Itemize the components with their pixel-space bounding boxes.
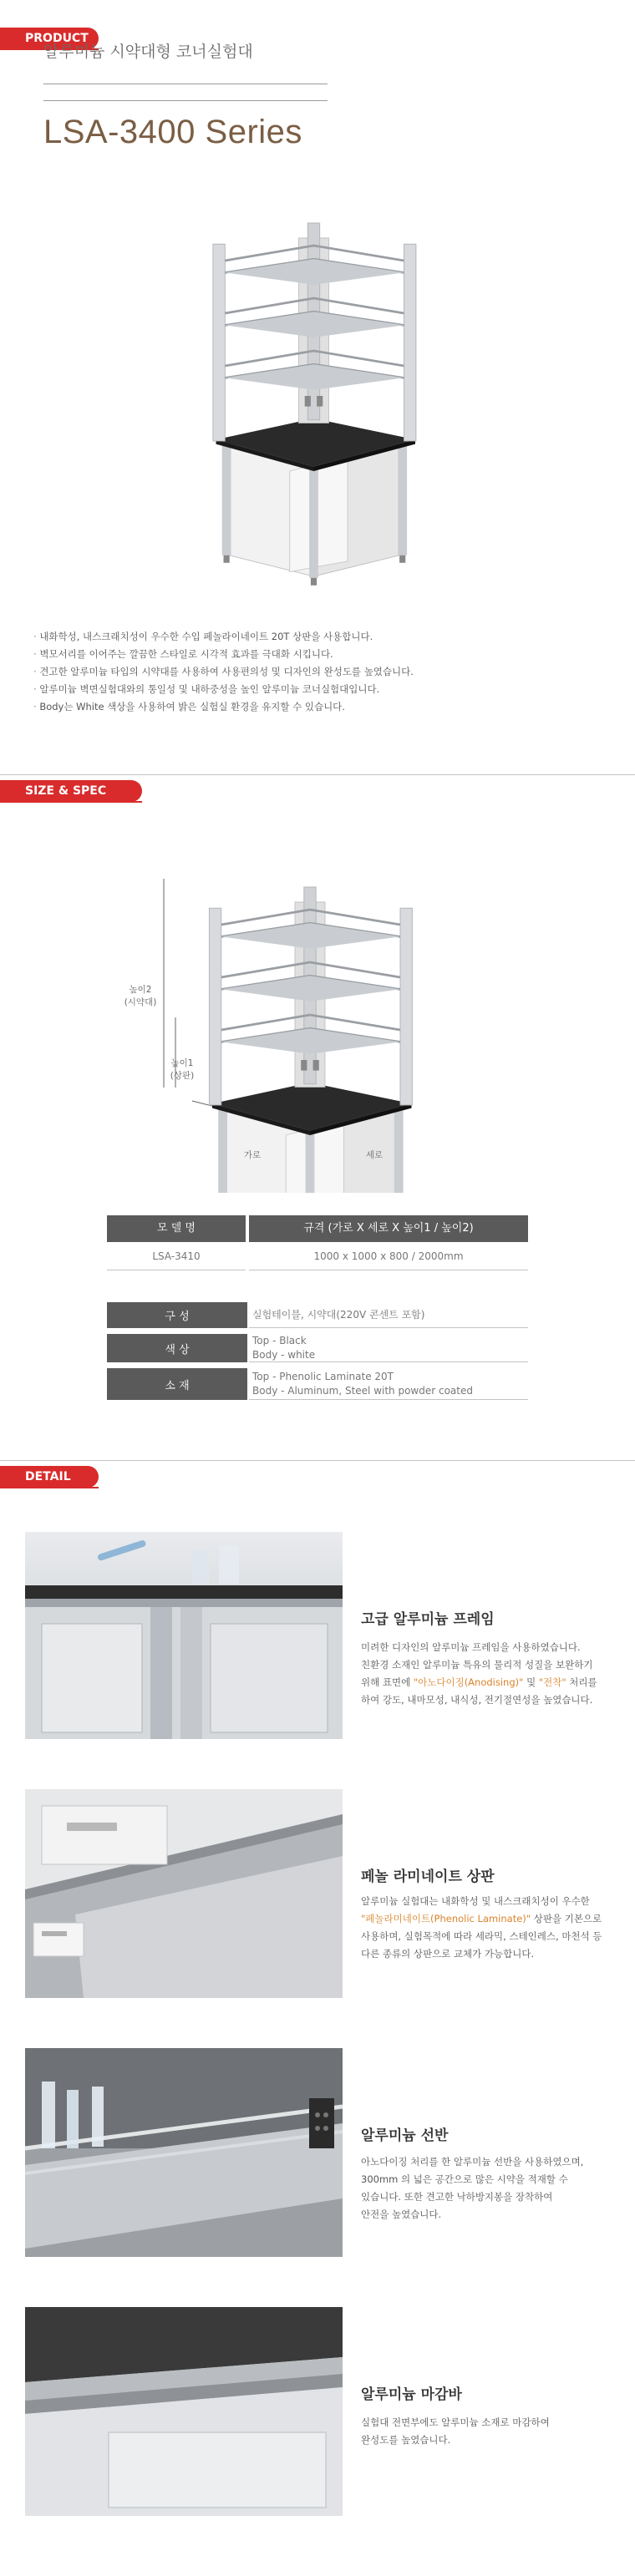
detail-line: 다른 종류의 상판으로 교체가 가능합니다. [361, 1948, 535, 1960]
detail-line: 안전을 높였습니다. [361, 2208, 442, 2220]
product-image [196, 216, 439, 591]
info-line: Body - white [252, 1348, 316, 1361]
detail-description [361, 1639, 612, 1709]
detail-line: 미려한 디자인의 알루미늄 프레임을 사용하였습니다. [361, 1641, 581, 1653]
feature-list [33, 628, 618, 716]
detail-line [361, 1674, 612, 1691]
product-title: LSA-3400 Series [43, 114, 302, 150]
feature-item: · 벽모서리를 이어주는 깔끔한 스타일로 시각적 효과를 극대화 시킵니다. [33, 646, 618, 663]
section-separator [0, 774, 635, 775]
detail-line [361, 1910, 612, 1928]
highlight-text: "페놀라미네이트(Phenolic Laminate)" [361, 1913, 531, 1924]
detail-title: 고급 알루미늄 프레임 [361, 1611, 495, 1628]
info-line: Body - Aluminum, Steel with powder coated [252, 1384, 473, 1397]
detail-line: 친환경 소재인 알루미늄 특유의 물리적 성질을 보완하기 [361, 1659, 593, 1671]
info-value-composition [249, 1302, 528, 1328]
section-rule [0, 801, 142, 803]
spec-header-size: 규격 (가로 X 세로 X 높이1 / 높이2) [249, 1215, 528, 1242]
section-rule [0, 1487, 99, 1488]
section-tab-product: PRODUCT [0, 28, 99, 49]
info-line: 실험테이블, 시약대(220V 콘센트 포함) [252, 1308, 425, 1321]
feature-item: · 견고한 알루미늄 타입의 시약대를 사용하여 사용편의성 및 디자인의 완성도를 높였습니다. [33, 663, 618, 681]
dim-height1-note: (상판) [170, 1071, 195, 1081]
info-label-material: 소 재 [107, 1368, 247, 1400]
detail-line: 사용하며, 실험목적에 따라 세라믹, 스테인레스, 마천석 등 [361, 1930, 602, 1942]
detail-title: 알루미늄 선반 [361, 2127, 449, 2144]
text: 및 [523, 1676, 539, 1688]
info-label-color: 색 상 [107, 1334, 247, 1362]
highlight-text: "전착" [538, 1676, 566, 1688]
detail-photo-top [25, 1789, 343, 1998]
detail-photo-finish-bar [25, 2307, 343, 2516]
text: 상판을 기본으로 [531, 1913, 602, 1924]
detail-photo-shelf [25, 2048, 343, 2257]
detail-line: 하여 강도, 내마모성, 내식성, 전기절연성을 높였습니다. [361, 1694, 593, 1706]
section-tab-detail: DETAIL [0, 1466, 99, 1488]
dimension-diagram [159, 875, 443, 1193]
detail-line: 있습니다. 또한 견고한 낙하방지봉을 장착하여 [361, 2191, 553, 2203]
dim-height2: 높이2 [129, 985, 152, 995]
dim-height1-label [164, 1057, 201, 1083]
detail-description [361, 2153, 612, 2224]
feature-item: · 알루미늄 벽면실험대와의 통일성 및 내하중성을 높인 알루미늄 코너실험대입니다. [33, 681, 618, 698]
divider [43, 100, 328, 101]
detail-line: 알루미늄 실험대는 내화학성 및 내스크래치성이 우수한 [361, 1895, 590, 1907]
info-label-composition: 구 성 [107, 1302, 247, 1328]
product-subtitle: 알루미늄 시약대형 코너실험대 [43, 43, 253, 61]
feature-item: · 내화학성, 내스크래치성이 우수한 수입 페놀라이네이트 20T 상판을 사용합니다. [33, 628, 618, 646]
spec-cell-model: LSA-3410 [107, 1242, 246, 1270]
detail-line: 완성도를 높였습니다. [361, 2434, 451, 2446]
section-tab-size-spec: SIZE & SPEC [0, 780, 142, 802]
section-separator [0, 1460, 635, 1461]
detail-line: 실험대 전면부에도 알루미늄 소재로 마감하여 [361, 2416, 550, 2428]
detail-description [361, 2414, 612, 2449]
detail-photo-frame [25, 1532, 343, 1739]
text: 위해 표면에 [361, 1676, 414, 1688]
text: 처리를 [566, 1676, 597, 1688]
highlight-text: "아노다이징(Anodising)" [413, 1676, 524, 1688]
detail-title: 알루미늄 마감바 [361, 2386, 462, 2403]
spec-cell-size: 1000 x 1000 x 800 / 2000mm [249, 1242, 528, 1270]
info-value-material [249, 1368, 528, 1400]
detail-title: 페놀 라미네이트 상판 [361, 1869, 495, 1885]
detail-line: 300mm 의 넓은 공간으로 많은 시약을 적재할 수 [361, 2173, 568, 2185]
dim-height1: 높이1 [170, 1058, 194, 1068]
dim-depth-label: 세로 [365, 1150, 384, 1160]
info-line: Top - Phenolic Laminate 20T [252, 1370, 394, 1382]
detail-description [361, 1893, 612, 1963]
dim-width-label: 가로 [243, 1150, 262, 1160]
dim-height2-note: (시약대) [124, 997, 157, 1007]
info-line: Top - Black [252, 1334, 307, 1346]
spec-header-model: 모 델 명 [107, 1215, 246, 1242]
feature-item: · Body는 White 색상을 사용하여 밝은 실험실 환경을 유지할 수 있습니다. [33, 698, 618, 716]
dim-height2-label [115, 984, 165, 1009]
detail-line: 아노다이징 처리를 한 알루미늄 선반을 사용하였으며, [361, 2156, 584, 2168]
info-value-color [249, 1334, 528, 1362]
